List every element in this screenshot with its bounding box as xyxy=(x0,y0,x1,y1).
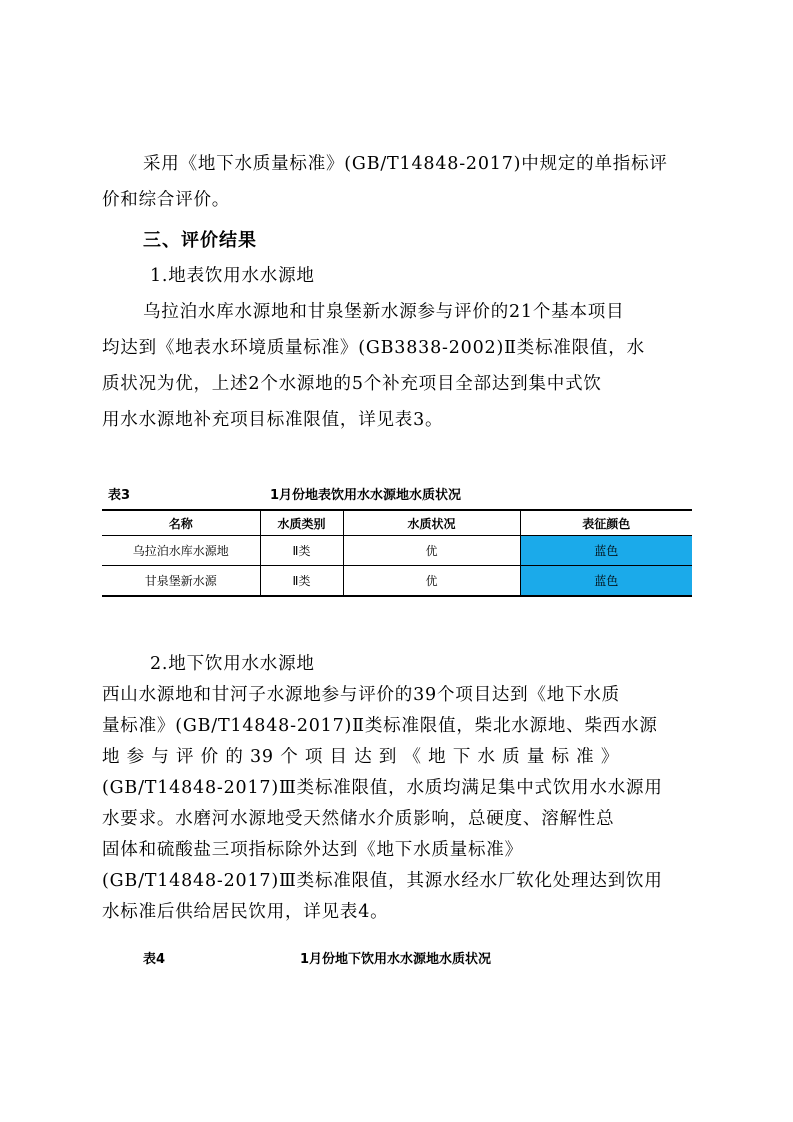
table3-cell-name: 乌拉泊水库水源地 xyxy=(102,536,260,566)
sub2-line-8: 水标准后供给居民饮用，详见表4。 xyxy=(102,902,389,922)
table3-cell-status: 优 xyxy=(343,536,520,566)
table3-header-color: 表征颜色 xyxy=(520,510,692,536)
sub1-line-4: 用水水源地补充项目标准限值，详见表3。 xyxy=(102,410,444,430)
table4-title: 1月份地下饮用水水源地水质状况 xyxy=(300,952,492,967)
table3-title: 1月份地表饮用水水源地水质状况 xyxy=(270,488,462,503)
table-row xyxy=(102,536,692,566)
table3-label: 表3 xyxy=(108,488,131,503)
sub2-line-4: (GB/T14848-2017)Ⅲ类标准限值，水质均满足集中式饮用水水源用 xyxy=(102,778,663,798)
table3-cell-status: 优 xyxy=(343,566,520,597)
table3-cell-name: 甘泉堡新水源 xyxy=(102,566,260,597)
intro-line-2: 价和综合评价。 xyxy=(102,190,231,210)
table4-label: 表4 xyxy=(143,952,166,967)
sub2-line-2: 量标准》(GB/T14848-2017)Ⅱ类标准限值，柴北水源地、柴西水源 xyxy=(102,716,658,736)
table3-cell-color: 蓝色 xyxy=(520,566,692,597)
section-heading: 三、评价结果 xyxy=(143,230,257,251)
table3-cell-class: Ⅱ类 xyxy=(260,566,343,597)
sub2-line-6: 固体和硫酸盐三项指标除外达到《地下水质量标准》 xyxy=(102,840,523,860)
sub1-line-2: 均达到《地表水环境质量标准》(GB3838-2002)Ⅱ类标准限值，水 xyxy=(102,338,645,358)
table3-cell-class: Ⅱ类 xyxy=(260,536,343,566)
table3-header-status: 水质状况 xyxy=(343,510,520,536)
intro-line-1: 采用《地下水质量标准》(GB/T14848-2017)中规定的单指标评 xyxy=(143,154,668,174)
table3-cell-color: 蓝色 xyxy=(520,536,692,566)
table3-header-row xyxy=(102,510,692,536)
sub2-line-5: 水要求。水磨河水源地受天然储水介质影响，总硬度、溶解性总 xyxy=(102,809,615,829)
table3 xyxy=(102,509,692,597)
table3-header-name: 名称 xyxy=(102,510,260,536)
sub2-line-1: 西山水源地和甘河子水源地参与评价的39个项目达到《地下水质 xyxy=(102,685,620,705)
sub2-line-7: (GB/T14848-2017)Ⅲ类标准限值，其源水经水厂软化处理达到饮用 xyxy=(102,871,663,891)
sub1-line-1: 乌拉泊水库水源地和甘泉堡新水源参与评价的21个基本项目 xyxy=(143,302,625,322)
sub2-line-3: 地 参 与 评 价 的 39 个 项 目 达 到 《 地 下 水 质 量 标 准 》 xyxy=(102,747,620,767)
table-row xyxy=(102,566,692,597)
sub2-heading: 2.地下饮用水水源地 xyxy=(150,654,315,674)
sub1-line-3: 质状况为优，上述2个水源地的5个补充项目全部达到集中式饮 xyxy=(102,374,602,394)
sub1-heading: 1.地表饮用水水源地 xyxy=(150,266,315,286)
table3-header-class: 水质类别 xyxy=(260,510,343,536)
